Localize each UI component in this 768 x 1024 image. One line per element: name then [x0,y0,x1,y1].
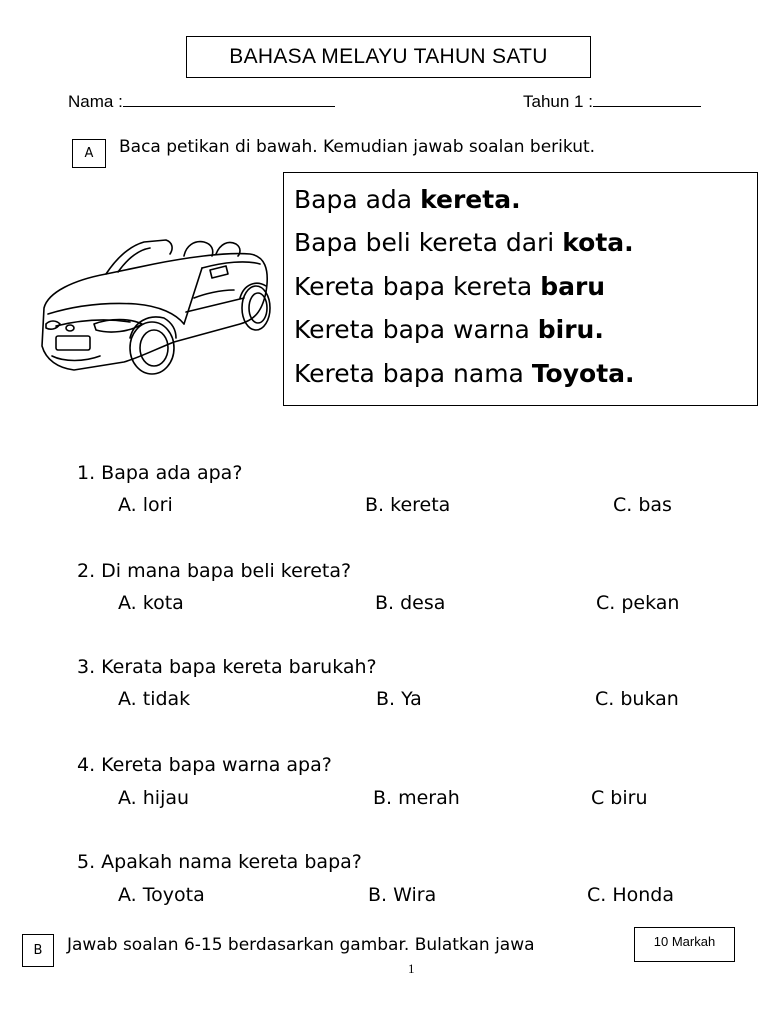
question-4-option-c[interactable]: C biru [591,787,648,809]
question-3-option-a[interactable]: A. tidak [118,688,191,710]
passage-line-4-keyword: biru. [537,315,604,344]
question-2-option-c[interactable]: C. pekan [596,592,680,614]
question-1-option-b[interactable]: B. kereta [365,494,451,516]
passage-line-5-text: Kereta bapa nama [294,359,532,388]
tahun-label: Tahun 1 : [523,92,593,111]
passage-line-3 [294,272,605,301]
question-3: 3. Kerata bapa kereta barukah? [77,656,377,678]
passage-line-3-text: Kereta bapa kereta [294,272,541,301]
question-2: 2. Di mana bapa beli kereta? [77,560,352,582]
passage-line-2 [294,228,634,257]
worksheet-title: BAHASA MELAYU TAHUN SATU [186,36,591,78]
question-4: 4. Kereta bapa warna apa? [77,754,332,776]
tahun-blank-line[interactable] [593,89,701,107]
passage-line-5 [294,359,635,388]
question-5-option-c[interactable]: C. Honda [587,884,675,906]
question-2-option-b[interactable]: B. desa [375,592,446,614]
question-3-option-c[interactable]: C. bukan [595,688,679,710]
nama-field [68,89,335,112]
page-number: 1 [408,961,415,976]
passage-line-4-text: Kereta bapa warna [294,315,538,344]
question-4-option-b[interactable]: B. merah [373,787,460,809]
question-5-option-b[interactable]: B. Wira [368,884,437,906]
passage-line-2-text: Bapa beli kereta dari [294,228,563,257]
passage-line-3-keyword: baru [540,272,606,301]
reading-passage-box [283,172,758,406]
car-illustration-icon [34,228,274,378]
question-2-option-a[interactable]: A. kota [118,592,184,614]
passage-line-5-keyword: Toyota. [531,359,635,388]
question-1-option-c[interactable]: C. bas [613,494,672,516]
question-5: 5. Apakah nama kereta bapa? [77,851,362,873]
section-b-instruction: Jawab soalan 6-15 berdasarkan gambar. Bulatkan jawa [67,935,535,955]
question-1: 1. Bapa ada apa? [77,462,243,484]
question-3-option-b[interactable]: B. Ya [376,688,422,710]
marks-box: 10 Markah [634,927,735,962]
nama-label: Nama : [68,92,123,111]
nama-blank-line[interactable] [123,89,335,107]
passage-line-1-text: Bapa ada [294,185,421,214]
question-4-option-a[interactable]: A. hijau [118,787,190,809]
tahun-field [523,89,701,112]
passage-line-2-keyword: kota. [562,228,634,257]
passage-line-1 [294,185,521,214]
section-a-instruction: Baca petikan di bawah. Kemudian jawab soalan berikut. [119,137,596,157]
passage-line-4 [294,315,604,344]
question-5-option-a[interactable]: A. Toyota [118,884,205,906]
section-a-label: A [72,139,106,168]
passage-line-1-keyword: kereta. [420,185,521,214]
section-b-label: B [22,934,54,967]
question-1-option-a[interactable]: A. lori [118,494,173,516]
